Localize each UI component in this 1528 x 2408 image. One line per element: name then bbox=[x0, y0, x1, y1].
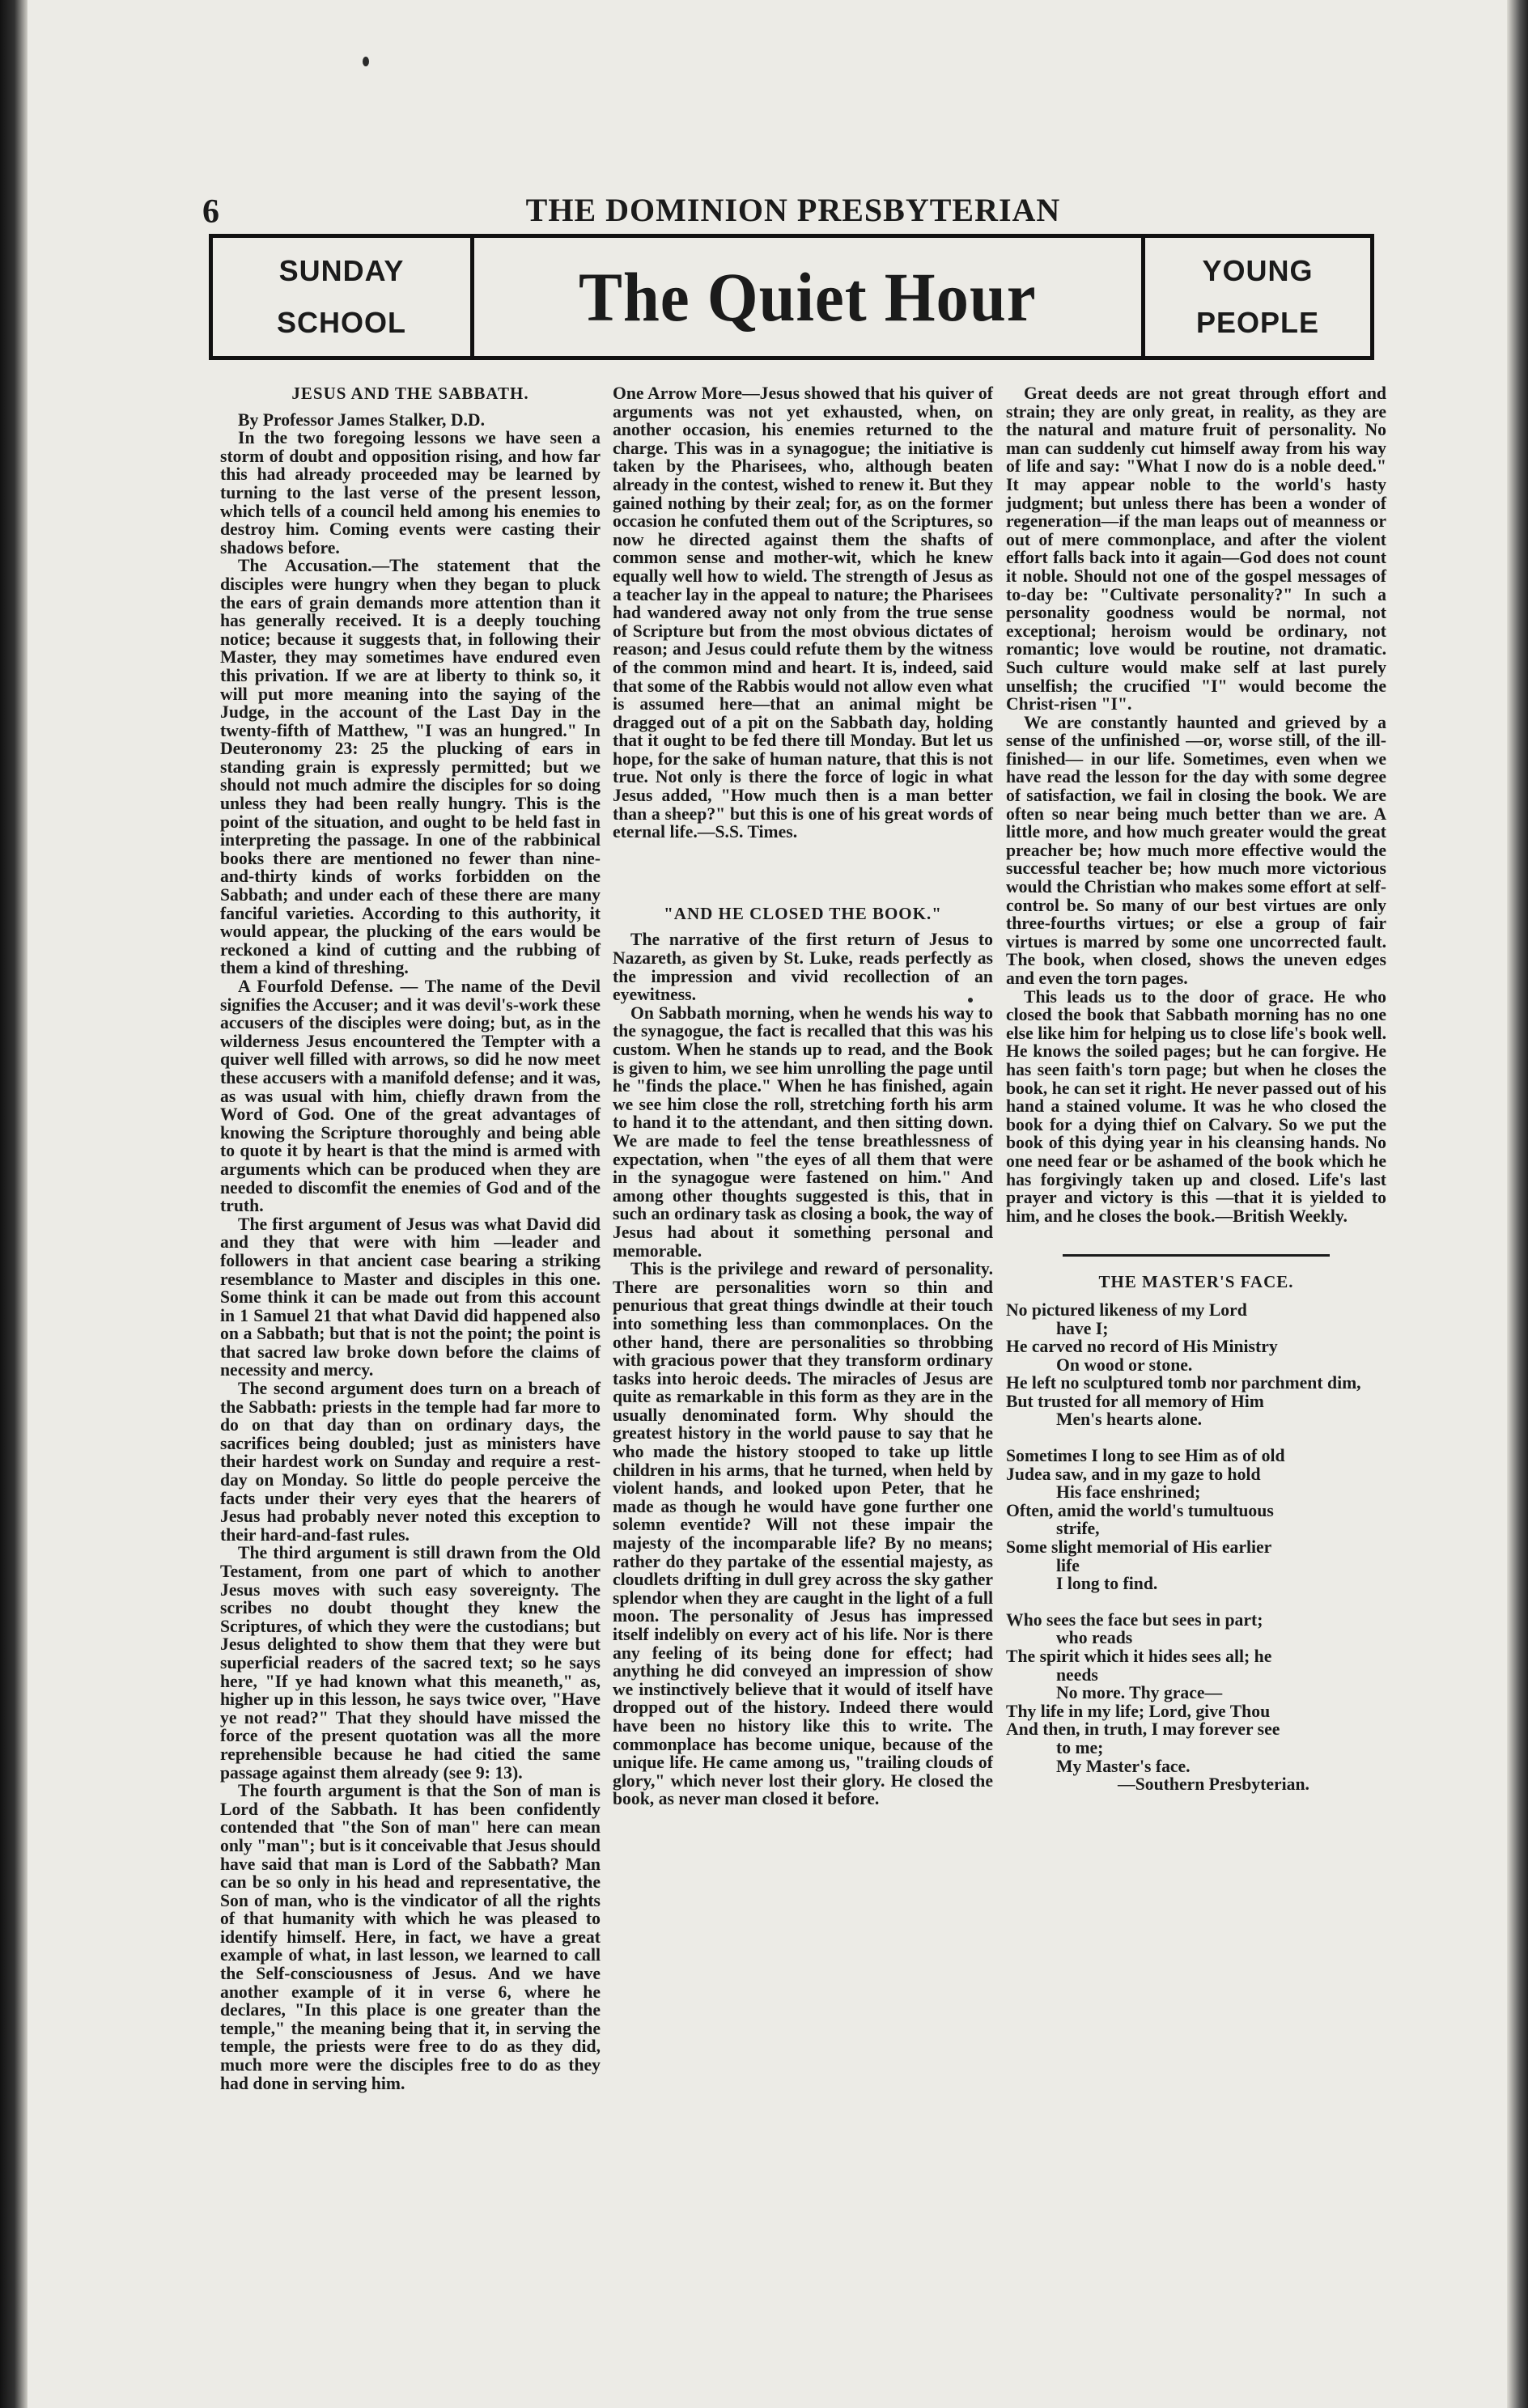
banner-left-panel bbox=[213, 238, 474, 356]
banner-center-panel bbox=[470, 238, 1145, 356]
poem-line-text: No more. Thy grace— bbox=[1056, 1683, 1223, 1703]
banner-left-line-2: SCHOOL bbox=[276, 306, 406, 339]
poem-line-text: Judea saw, and in my gaze to hold bbox=[1006, 1464, 1261, 1484]
section-banner bbox=[209, 234, 1374, 360]
page-number: 6 bbox=[202, 193, 219, 231]
poem-rule bbox=[1063, 1254, 1330, 1257]
poem-line bbox=[1006, 1447, 1386, 1465]
poem-line-text: On wood or stone. bbox=[1056, 1354, 1193, 1375]
poem-line-text: who reads bbox=[1056, 1628, 1133, 1648]
article-paragraph: Great deeds are not great through effort and strain; they are only great, in reality, as they are the natural and mature fruit of personality. No man can suddenly cut himself away from his way of life and say: "What I now do is a noble deed." It may appear noble to the world's hasty judgment; but unless there has been a wonder of regeneration—if the man leaps out of meanness or out of mere commonplace, and after the violent effort falls back into it again—God does not count it noble. Should not one of the gospel messages of to-day be: "Cultivate personality?" In such a personality goodness would be normal, not exceptional; heroism would be ordinary, not romantic; love would be routine, not dramatic. Such culture would make self at last purely unselfish; the crucified "I" would become the Christ-risen "I". bbox=[1006, 384, 1386, 714]
poem-line bbox=[1006, 1393, 1386, 1429]
article-paragraph: The Accusation.—The statement that the disciples were hungry when they began to pluck the ears of grain demands more attention than it has generally received. It is a deeply touching notice; because it suggests that, in following their Master, they may sometimes have endured even this privation. If we are at liberty to think so, it will put more meaning into the saying of the Judge, in the account of the Last Day in the twenty-fifth of Matthew, "I was an hungred." In Deuteronomy 23: 25 the plucking of ears in standing grain is expressly permitted; but we should not much admire the disciples for so doing unless they had been really hungry. This is the point of the situation, and ought to be held fast in interpreting the passage. In one of the rabbinical books there are mentioned no fewer than nine-and-thirty kinds of works forbidden on the Sabbath; and under each of these there are many fanciful varieties. According to this authority, it would appear, the plucking of the ears would be reckoned a kind of cutting and the rubbing of them a kind of threshing. bbox=[220, 556, 601, 978]
poem-line-text: Men's hearts alone. bbox=[1056, 1410, 1203, 1430]
article-paragraph: A Fourfold Defense. — The name of the Devil signifies the Accuser; and it was devil's-work these accusers of the disciples were doing; but, as in the wilderness Jesus encountered the Tempter with a quiver well filled with arrows, so did he now meet these accusers with a manifold defense; and it was, as was usual with him, chiefly drawn from the Word of God. One of the great advantages of knowing the Scripture thoroughly and being able to quote it by heart is that the mind is armed with arguments which can be produced when they are needed to discomfit the enemies of God and of the truth. bbox=[220, 977, 601, 1216]
article-paragraph: The third argument is still drawn from the Old Testament, from one part of which to another Jesus moves with such easy sovereignty. The scribes no doubt thought they knew the Scriptures, of which they were the custodians; but Jesus delighted to show them that they were but superficial readers of the sacred text; so he says here, "If ye had known what this meaneth," as, higher up in this lesson, he says twice over, "Have ye not read?" That they should have missed the force of the present quotation was all the more reprehensible because he had citied the same passage against them already (see 9: 13). bbox=[220, 1543, 601, 1783]
poem-line-text: Some slight memorial of His earlier bbox=[1006, 1537, 1272, 1558]
article-byline: By Professor James Stalker, D.D. bbox=[238, 409, 486, 430]
poem-line-text: His face enshrined; bbox=[1056, 1482, 1201, 1503]
poem-line-text: to me; bbox=[1056, 1737, 1104, 1757]
poem-line-text: needs bbox=[1056, 1664, 1098, 1685]
article-paragraph: This is the privilege and reward of personality. There are personalities worn so thin and penurious that great things dwindle at their touch into something less than commonplaces. On the other hand, there are personalities so throbbing with gracious power that they transform ordinary tasks into heroic deeds. The miracles of Jesus are quite as remarkable in this form as they are in the usually denominated form. Why should the greatest history in the world pause to say that he who made the history stooped to take up little children in his arms, that he turned, when held by violent hands, and looked upon Peter, that he made as though he would have gone further one solemn eventide? Will not these impair the majesty of the incomparable life? By no means; rather do they partake of the essential majesty, as cloudlets drifting in dull grey across the sky gather splendor when they are caught in the light of a full moon. The personality of Jesus has impressed itself indelibly on every act of his life. Nor is there any feeling of its being done for effect; had anything he did conveyed an impression of show we instinctively believe that it would of itself have dropped out of the history. Indeed there would have been no history like this to write. The commonplace has become unique, because of the unique life. He came among us, "trailing clouds of glory," which never lost their glory. He closed the book, as never man closed it before. bbox=[613, 1259, 993, 1809]
poem-line bbox=[1006, 1502, 1386, 1538]
poem-line-text: My Master's face. bbox=[1056, 1756, 1191, 1776]
banner-right-line-1: YOUNG bbox=[1202, 254, 1314, 287]
page-edge-right bbox=[1507, 0, 1528, 2408]
article-title: "AND HE CLOSED THE BOOK." bbox=[664, 903, 942, 923]
article-separator bbox=[613, 842, 993, 905]
poem-stanza bbox=[1006, 1611, 1386, 1794]
poem-attribution: —Southern Presbyterian. bbox=[1118, 1774, 1309, 1795]
banner-left-line-1: SUNDAY bbox=[278, 254, 405, 287]
column-2 bbox=[613, 384, 993, 1808]
article-paragraph: This leads us to the door of grace. He who closed the book that Sabbath morning has no one else like him for helping us to close life's book well. He knows the soiled pages; but he can forgive. He has seen faith's torn page; but when he closes the book, he can set it right. He never passed out of his hand a stained volume. It was he who closed the book for a dying thief on Calvary. So we put the book of this dying year in his cleansing hands. No one need fear or be ashamed of the book which he has forgivingly taken up and closed. Life's last prayer and victory is this —that it is yielded to him, and he closes the book.—British Weekly. bbox=[1006, 986, 1386, 1226]
poem-stanza bbox=[1006, 1447, 1386, 1593]
poem-line bbox=[1006, 1301, 1386, 1338]
poem-line-text: He carved no record of His Ministry bbox=[1006, 1337, 1278, 1357]
poem-line bbox=[1006, 1702, 1386, 1721]
running-head: THE DOMINION PRESBYTERIAN bbox=[525, 192, 1061, 228]
article-paragraph: The second argument does turn on a breach of the Sabbath: priests in the temple had far more to do on that day than on ordinary days, the sacrifices being doubled; just as ministers have their hardest work on Sunday and require a rest-day on Monday. So little do people perceive the facts under their very eyes that the hearers of Jesus had probably never noted this exception to their hard-and-fast rules. bbox=[220, 1379, 601, 1545]
poem-line bbox=[1006, 1647, 1386, 1702]
poem-line-text: Often, amid the world's tumultuous bbox=[1006, 1500, 1274, 1520]
article-paragraph: One Arrow More—Jesus showed that his quiver of arguments was not yet exhausted, when, on another occasion, his enemies returned to the charge. This was in a synagogue; the initiative is taken by the Pharisees, who, although beaten already in the contest, wished to renew it. But they gained nothing by their zeal; for, as on the former occasion he confuted them out of the Scriptures, so now he directed against them the shafts of common sense and mother-wit, which he knew equally well how to wield. The strength of Jesus as a teacher lay in the appeal to nature; the Pharisees had wandered away not only from the true sense of Scripture but from the most obvious dictates of reason; and Jesus could refute them by the witness of the common mind and heart. It is, indeed, said that some of the Rabbis would not allow even what is assumed here—that an animal might be dragged out of a pit on the Sabbath day, holding that it ought to be fed there till Monday. But let us hope, for the sake of human nature, that this is not true. Not only is there the force of logic in what Jesus added, "How much then is a man better than a sheep?" but this is one of his great words of eternal life.—S.S. Times. bbox=[613, 384, 993, 842]
article-paragraph: On Sabbath morning, when he wends his way to the synagogue, the fact is recalled that this was his custom. When he stands up to read, and the Book is given to him, we see him unrolling the page until he "finds the place." When he has finished, again we see him close the roll, stretching forth his arm to hand it to the attendant, and then sitting down. We are made to feel the tense breathlessness of expectation, when "the eyes of all them that were in the synagogue were fastened on him." And among other thoughts suggested is this, that in such an ordinary task as closing a book, the way of Jesus had about it something personal and memorable. bbox=[613, 1003, 993, 1261]
poem-line-text: life bbox=[1056, 1555, 1080, 1575]
poem-line-text: And then, in truth, I may forever see bbox=[1006, 1719, 1280, 1740]
article-paragraph: The narrative of the first return of Jesus to Nazareth, as given by St. Luke, reads perfectly as the impression and vivid recollection of an eyewitness. bbox=[613, 930, 993, 1005]
poem-title-text: THE MASTER'S FACE. bbox=[1098, 1272, 1294, 1292]
page-edge-left bbox=[0, 0, 28, 2408]
poem-title bbox=[1006, 1254, 1386, 1291]
poem-line-text: strife, bbox=[1056, 1519, 1100, 1539]
poem-line-text: Sometimes I long to see Him as of old bbox=[1006, 1446, 1285, 1466]
column-3 bbox=[1006, 384, 1386, 1812]
poem-line-text: The spirit which it hides sees all; he bbox=[1006, 1647, 1272, 1666]
banner-right-line-2: PEOPLE bbox=[1195, 306, 1320, 339]
poem-line-text: Who sees the face but sees in part; bbox=[1006, 1609, 1263, 1630]
poem-line-text: have I; bbox=[1056, 1318, 1109, 1338]
article-paragraph: In the two foregoing lessons we have seen a storm of doubt and opposition rising, and how far this had already proceeded may be learned by turning to the last verse of the present lesson, which tells of a council held among his enemies to destroy him. Coming events were casting their shadows before. bbox=[220, 428, 601, 557]
poem-line-text: No pictured likeness of my Lord bbox=[1006, 1299, 1247, 1320]
article-paragraph: The first argument of Jesus was what David did and they that were with him —leader and followers in that ancient case bearing a striking resemblance to Master and disciples in this one. Some think it can be made out from this account in 1 Samuel 21 that what David did happened also on a Sabbath; but that is not the point; the point is that sacred law broke down before the claims of necessity and mercy. bbox=[220, 1214, 601, 1380]
article-paragraph: The fourth argument is that the Son of man is Lord of the Sabbath. It has been confidently contended that "the Son of man" here can mean only "man"; but is it conceivable that Jesus should have said that man is Lord of the Sabbath? Man can be so only in his head and representative, the Son of man, who is the vindicator of all the rights of that humanity with which he was pleased to identify himself. Here, in fact, we have a great example of what, in last lesson, we learned to call the Self-consciousness of Jesus. And we have another example of it in verse 6, where he declares, "In this place is one greater than the temple," the meaning being that it, in serving the temple, the priests were free to do as they did, much more were the disciples free to do as they had done in serving him. bbox=[220, 1781, 601, 2093]
poem-line bbox=[1006, 1720, 1386, 1775]
banner-right-panel bbox=[1141, 238, 1370, 356]
poem-line bbox=[1006, 1338, 1386, 1374]
column-1 bbox=[220, 384, 601, 2092]
poem-line bbox=[1006, 1538, 1386, 1593]
scan-blemish bbox=[363, 57, 369, 66]
poem-line bbox=[1006, 1374, 1386, 1393]
poem-line bbox=[1006, 1611, 1386, 1647]
article-paragraph: We are constantly haunted and grieved by a sense of the unfinished —or, worse still, of the ill-finished— in our life. Sometimes, even when we have read the lesson for the day with some degree of satisfaction, we fail in closing the book. We are often so near being much better than we are. A little more, and how much greater would the great preacher be; how much more effective would the successful teacher be; how much more victorious would the Christian who makes some effort at self-control be. So many of our best virtues are only three-fourths virtues; or else a group of fair virtues is marred by some one uncorrected fault. The book, when closed, shows the uneven edges and even the torn pages. bbox=[1006, 712, 1386, 988]
article-title: JESUS AND THE SABBATH. bbox=[291, 384, 529, 403]
poem-line bbox=[1006, 1465, 1386, 1502]
section-title: The Quiet Hour bbox=[579, 258, 1037, 336]
poem-line-text: But trusted for all memory of Him bbox=[1006, 1391, 1264, 1411]
poem-stanza bbox=[1006, 1301, 1386, 1429]
poem-line-text: He left no sculptured tomb nor parchment dim, bbox=[1006, 1373, 1361, 1393]
poem-line-text: Thy life in my life; Lord, give Thou bbox=[1006, 1701, 1271, 1721]
poem-line-text: I long to find. bbox=[1056, 1574, 1158, 1594]
